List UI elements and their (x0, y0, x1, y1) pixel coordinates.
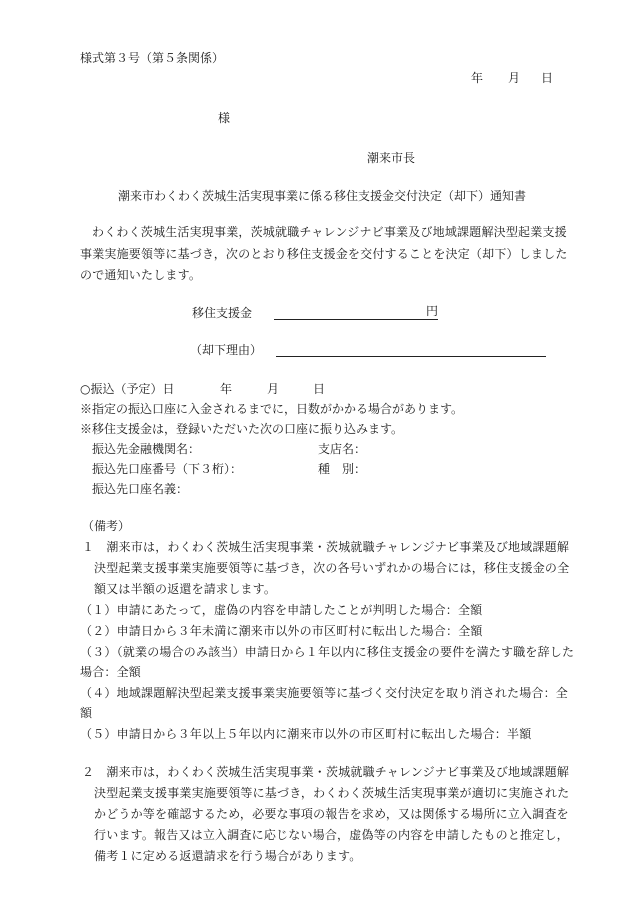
remarks-heading: （備考） (82, 519, 131, 533)
amount-unit: 円 (426, 304, 439, 318)
remarks-item2-line-5: 備考１に定める返還請求を行う場合があります。 (94, 849, 362, 863)
remarks-item2-line-4: 行います。報告又は立入調査に応じない場合，虚偽等の内容を申請したものと推定し， (94, 828, 569, 842)
account-holder-label: 振込先口座名義： (92, 482, 189, 496)
remarks-subitem-3-cont: 場合：全額 (80, 665, 142, 679)
transfer-day-label: 日 (313, 382, 326, 396)
remarks-subitem-5: （５）申請日から３年以上５年以内に潮来市以外の市区町村に転出した場合：半額 (80, 727, 532, 741)
addressee-suffix: 様 (218, 111, 231, 125)
transfer-note-1: ※指定の振込口座に入金されるまでに，日数がかかる場合があります。 (80, 402, 464, 416)
date-day-label: 日 (541, 71, 554, 85)
remarks-item2-line-3: かどうか等を確認するため，必要な事項の報告を求め，又は関係する場所に立入調査を (94, 807, 569, 821)
remarks-item1-line-2: 決型起業支援事業実施要領等に基づき，次の各号いずれかの場合には，移住支援金の全 (94, 561, 570, 575)
date-month-label: 月 (508, 71, 521, 85)
intro-line-3: ので通知いたします。 (80, 268, 202, 282)
remarks-subitem-3: （３）（就業の場合のみ該当）申請日から１年以内に移住支援金の要件を満たす職を辞した (80, 645, 575, 659)
transfer-month-label: 月 (267, 382, 280, 396)
remarks-item1-line-1: １ 潮来市は，わくわく茨城生活実現事業・茨城就職チャレンジナビ事業及び地域課題解 (82, 540, 570, 554)
sender-name: 潮来市長 (367, 151, 416, 165)
branch-label: 支店名： (318, 442, 367, 456)
document-title: 潮来市わくわく茨城生活実現事業に係る移住支援金交付決定（却下）通知書 (118, 189, 527, 203)
account-number-label: 振込先口座番号（下３桁）： (92, 462, 243, 476)
bank-name-label: 振込先金融機関名： (92, 442, 201, 456)
remarks-subitem-1: （１）申請にあたって，虚偽の内容を申請したことが判明した場合：全額 (80, 603, 483, 617)
amount-label: 移住支援金 (192, 306, 253, 320)
remarks-subitem-2: （２）申請日から３年未満に潮来市以外の市区町村に転出した場合：全額 (80, 624, 483, 638)
transfer-year-label: 年 (220, 382, 233, 396)
remarks-subitem-4: （４）地域課題解決型起業支援事業実施要領等に基づく交付決定を取り消された場合：全 (80, 686, 569, 700)
transfer-schedule-label: ○振込（予定）日 (80, 382, 175, 396)
account-type-label: 種 別： (318, 462, 367, 476)
reject-reason-underline (276, 356, 546, 357)
intro-line-1: わくわく茨城生活実現事業，茨城就職チャレンジナビ事業及び地域課題解決型起業支援 (92, 225, 567, 239)
intro-line-2: 事業実施要領等に基づき，次のとおり移住支援金を交付することを決定（却下）しました (80, 247, 568, 261)
reject-reason-label: （却下理由） (190, 343, 263, 357)
remarks-item2-line-1: ２ 潮来市は，わくわく茨城生活実現事業・茨城就職チャレンジナビ事業及び地域課題解 (82, 765, 570, 779)
form-number: 様式第３号（第５条関係） (80, 51, 225, 65)
remarks-item1-line-3: 額又は半額の返還を請求します。 (94, 582, 277, 596)
amount-underline (274, 319, 438, 320)
date-year-label: 年 (471, 71, 484, 85)
transfer-note-2: ※移住支援金は，登録いただいた次の口座に振り込みます。 (80, 422, 404, 436)
remarks-subitem-4-cont: 額 (80, 706, 93, 720)
remarks-item2-line-2: 決型起業支援事業実施要領等に基づき，わくわく茨城生活実現事業が適切に実施された (94, 786, 570, 800)
